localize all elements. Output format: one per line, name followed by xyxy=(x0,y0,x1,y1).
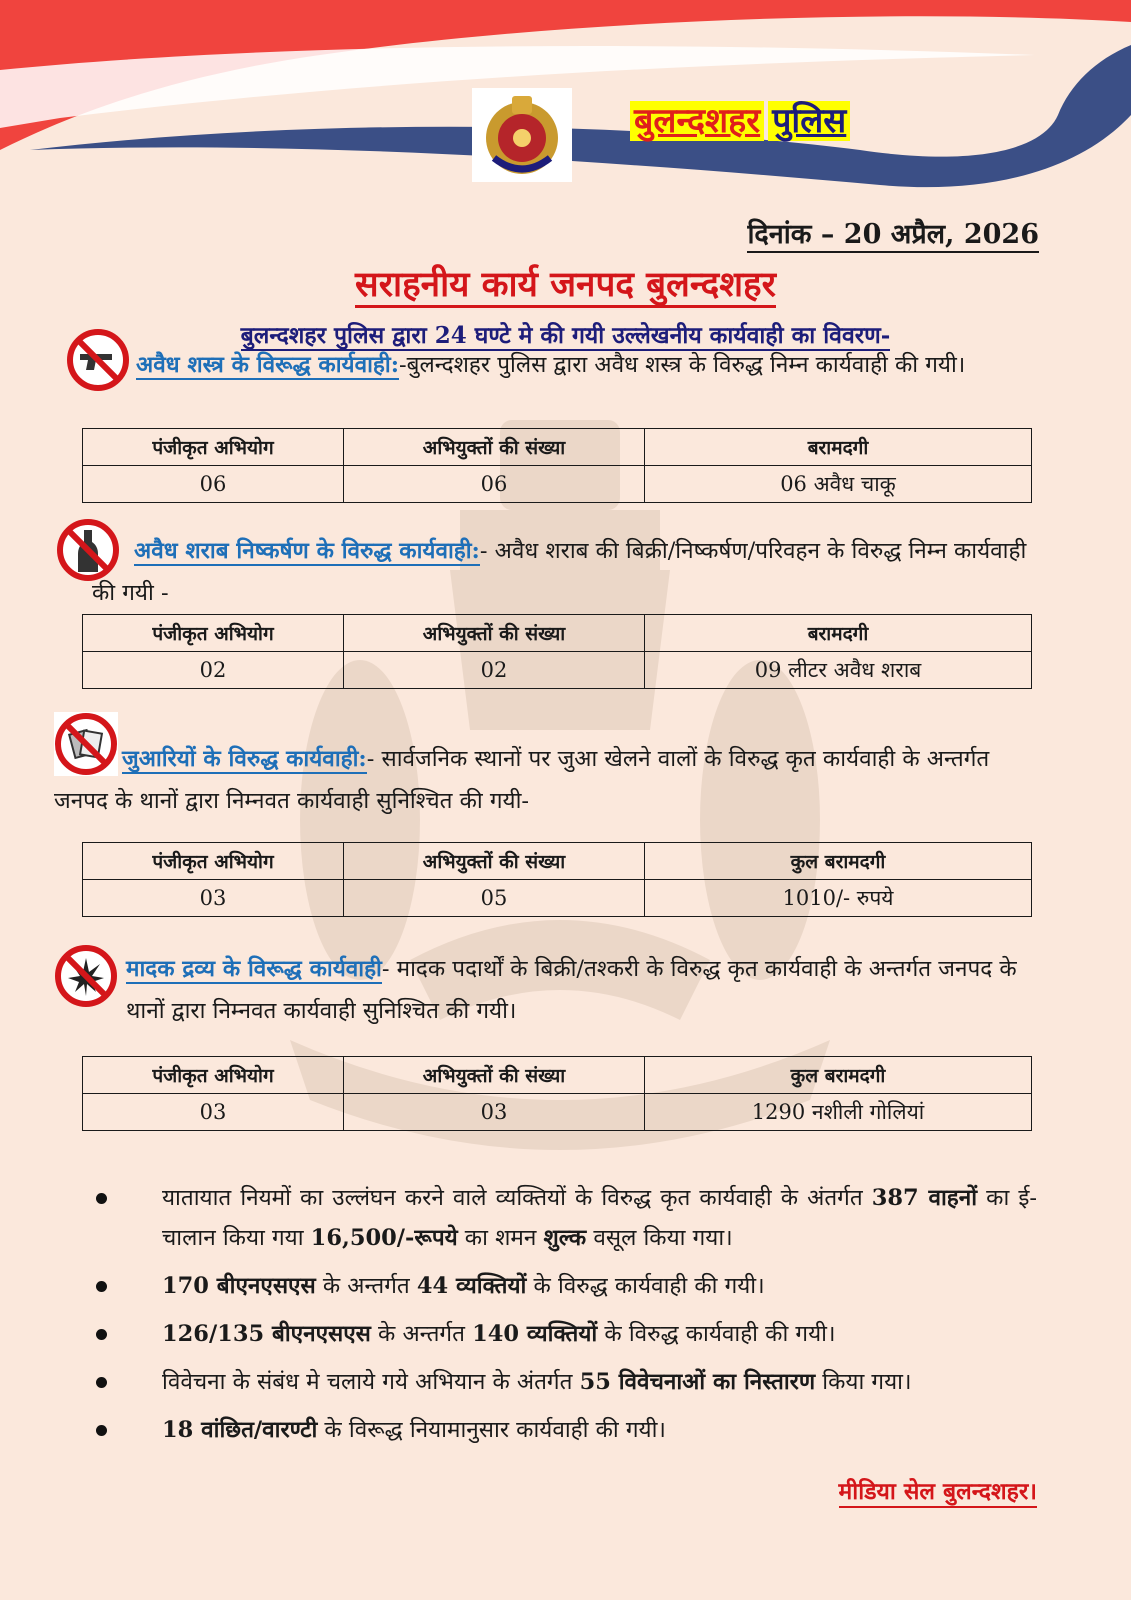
bullet-text: के विरूद्ध नियामानुसार कार्यवाही की गयी। xyxy=(317,1417,666,1443)
table-gambling xyxy=(82,842,1032,917)
table-cell: 02 xyxy=(344,652,645,689)
table-cell: 1010/- रुपये xyxy=(645,880,1032,917)
table-header: कुल बरामदगी xyxy=(645,843,1032,880)
no-drugs-icon xyxy=(54,944,118,1008)
bullet-dot-icon xyxy=(96,1425,107,1436)
bullet-dot-icon xyxy=(96,1281,107,1292)
table-cell: 05 xyxy=(344,880,645,917)
table-cell: 06 अवैध चाकू xyxy=(645,466,1032,503)
table-cell: 03 xyxy=(83,1094,344,1131)
section-drugs-heading: मादक द्रव्य के विरूद्ध कार्यवाही xyxy=(126,956,382,982)
table-liquor xyxy=(82,614,1032,689)
bullet-text: के विरुद्ध कार्यवाही की गयी। xyxy=(597,1321,836,1347)
bullet-bold-text: 126/135 बीएनएसएस xyxy=(162,1321,371,1347)
table-header: पंजीकृत अभियोग xyxy=(83,429,344,466)
section-weapons-heading: अवैध शस्त्र के विरूद्ध कार्यवाही: xyxy=(136,352,399,378)
section-weapons-text: अवैध शस्त्र के विरूद्ध कार्यवाही:-बुलन्दशहर पुलिस द्वारा अवैध शस्त्र के विरुद्ध निम्न कार्यवाही की गयी। xyxy=(136,352,966,378)
table-cell: 06 xyxy=(83,466,344,503)
bullet-dot-icon xyxy=(96,1329,107,1340)
section-gambling-text: जुआरियों के विरुद्ध कार्यवाही:- सार्वजनिक स्थानों पर जुआ खेलने वालों के विरुद्ध कृत कार्यवाही के अन्तर्गत जनपद के थानों द्वारा निम्नवत कार्यवाही सुनिश्चित की गयी- xyxy=(54,746,990,814)
up-police-emblem xyxy=(472,88,572,182)
table-header: अभियुक्तों की संख्या xyxy=(344,429,645,466)
table-cell: 02 xyxy=(83,652,344,689)
brand-name-blue: पुलिस xyxy=(768,101,850,141)
table-header: बरामदगी xyxy=(645,615,1032,652)
table-drugs xyxy=(82,1056,1032,1131)
table-header: पंजीकृत अभियोग xyxy=(83,1057,344,1094)
bullet-text: के अन्तर्गत xyxy=(315,1273,417,1299)
table-header: पंजीकृत अभियोग xyxy=(83,843,344,880)
table-cell: 03 xyxy=(83,880,344,917)
table-header: अभियुक्तों की संख्या xyxy=(344,615,645,652)
bullet-bold-text: 16,500/-रूपये xyxy=(310,1225,458,1251)
bullet-bold-text: 55 विवेचनाओं का निस्तारण xyxy=(579,1369,816,1395)
bullet-bold-text: 170 बीएनएसएस xyxy=(162,1273,316,1299)
table-header: अभियुक्तों की संख्या xyxy=(344,843,645,880)
section-liquor-heading: अवैध शराब निष्कर्षण के विरुद्ध कार्यवाही: xyxy=(134,538,480,564)
bullet-text: के अन्तर्गत xyxy=(370,1321,473,1347)
bullet-dot-icon xyxy=(96,1377,107,1388)
section-gambling-heading: जुआरियों के विरुद्ध कार्यवाही: xyxy=(122,746,367,772)
section-liquor-text: अवैध शराब निष्कर्षण के विरुद्ध कार्यवाही:- अवैध शराब की बिक्री/निष्कर्षण/परिवहन के विरुद्ध निम्न कार्यवाही की गयी - xyxy=(92,538,1027,606)
table-header: बरामदगी xyxy=(645,429,1032,466)
bullet-dot-icon xyxy=(96,1193,107,1204)
table-header: अभियुक्तों की संख्या xyxy=(344,1057,645,1094)
page-subtitle: बुलन्दशहर पुलिस द्वारा 24 घण्टे मे की गयी उल्लेखनीय कार्यवाही का विवरण- xyxy=(240,322,891,349)
bullet-bold-text: 140 व्यक्तियों xyxy=(472,1321,598,1347)
bullet-item xyxy=(92,1178,1037,1258)
bullet-item xyxy=(92,1362,1037,1402)
bullet-bold-text: 387 वाहनों xyxy=(871,1185,978,1211)
brand-title xyxy=(630,96,850,142)
brand-name-red: बुलन्दशहर xyxy=(630,101,764,141)
bullet-bold-text: शुल्क xyxy=(543,1225,587,1251)
bullet-text: वसूल किया गया। xyxy=(586,1225,733,1251)
table-cell: 06 xyxy=(344,466,645,503)
table-header: पंजीकृत अभियोग xyxy=(83,615,344,652)
section-drugs-text: मादक द्रव्य के विरूद्ध कार्यवाही- मादक पदार्थों के बिक्री/तश्करी के विरुद्ध कृत कार्यवाही के अन्तर्गत जनपद के थानों द्वारा निम्नवत कार्यवाही सुनिश्चित की गयी। xyxy=(126,956,1017,1024)
table-cell: 1290 नशीली गोलियां xyxy=(645,1094,1032,1131)
date-line: दिनांक – 20 अप्रैल, 2026 xyxy=(747,214,1039,253)
bullet-item xyxy=(92,1410,1037,1450)
bullet-item xyxy=(92,1266,1037,1306)
bullet-text: का शमन xyxy=(457,1225,544,1251)
bullet-text: का ई-चालान किया गया xyxy=(162,1185,1038,1251)
bullet-text: के विरुद्ध कार्यवाही की गयी। xyxy=(526,1273,765,1299)
page-title: सराहनीय कार्य जनपद बुलन्दशहर xyxy=(0,260,1131,307)
table-cell: 03 xyxy=(344,1094,645,1131)
table-header: कुल बरामदगी xyxy=(645,1057,1032,1094)
signoff: मीडिया सेल बुलन्दशहर। xyxy=(839,1474,1037,1508)
bullet-item xyxy=(92,1314,1037,1354)
bullet-text: किया गया। xyxy=(815,1369,912,1395)
bullet-text: यातायात नियमों का उल्लंघन करने वाले व्यक्तियों के विरुद्ध कृत कार्यवाही के अंतर्गत xyxy=(162,1185,872,1211)
summary-bullets xyxy=(92,1178,1037,1458)
table-cell: 09 लीटर अवैध शराब xyxy=(645,652,1032,689)
table-weapons xyxy=(82,428,1032,503)
bullet-text: विवेचना के संबंध मे चलाये गये अभियान के अंतर्गत xyxy=(162,1369,580,1395)
bullet-bold-text: 18 वांछित/वारण्टी xyxy=(162,1417,318,1443)
bullet-bold-text: 44 व्यक्तियों xyxy=(416,1273,527,1299)
